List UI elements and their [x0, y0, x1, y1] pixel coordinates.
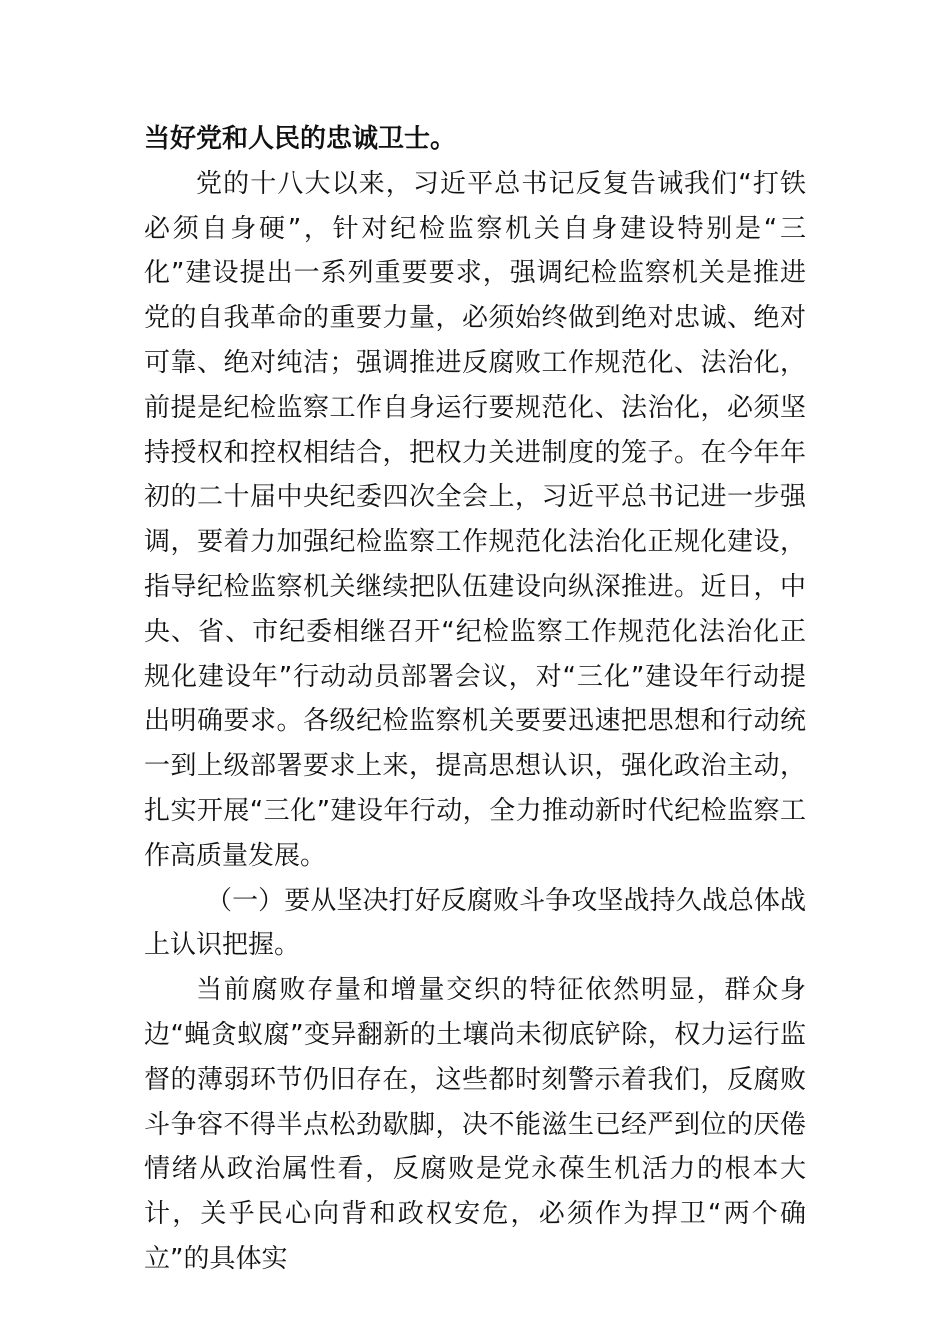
section-heading-1: （一）要从坚决打好反腐败斗争攻坚战持久战总体战上认识把握。: [144, 885, 806, 961]
document-body: [144, 117, 806, 1282]
paragraph-body-2: 当前腐败存量和增量交织的特征依然明显，群众身边“蝇贪蚁腐”变异翻新的土壤尚未彻底铲除，权力运行监督的薄弱环节仍旧存在，这些都时刻警示着我们，反腐败斗争容不得半点松劲歇脚，决不能滋生已经严到位的厌倦情绪从政治属性看，反腐败是党永葆生机活力的根本大计，关乎民心向背和政权安危，必须作为捍卫“两个确立”的具体实: [144, 975, 806, 1274]
paragraph-body-1: 党的十八大以来，习近平总书记反复告诫我们“打铁必须自身硬”，针对纪检监察机关自身建设特别是“三化”建设提出一系列重要要求，强调纪检监察机关是推进党的自我革命的重要力量，必须始终做到绝对忠诚、绝对可靠、绝对纯洁；强调推进反腐败工作规范化、法治化，前提是纪检监察工作自身运行要规范化、法治化，必须坚持授权和控权相结合，把权力关进制度的笼子。在今年年初的二十届中央纪委四次全会上，习近平总书记进一步强调，要着力加强纪检监察工作规范化法治化正规化建设，指导纪检监察机关继续把队伍建设向纵深推进。近日，中央、省、市纪委相继召开“纪检监察工作规范化法治化正规化建设年”行动动员部署会议，对“三化”建设年行动提出明确要求。各级纪检监察机关要要迅速把思想和行动统一到上级部署要求上来，提高思想认识，强化政治主动，扎实开展“三化”建设年行动，全力推动新时代纪检监察工作高质量发展。: [144, 168, 806, 871]
paragraph-heading-closing: 当好党和人民的忠诚卫士。: [144, 124, 457, 154]
